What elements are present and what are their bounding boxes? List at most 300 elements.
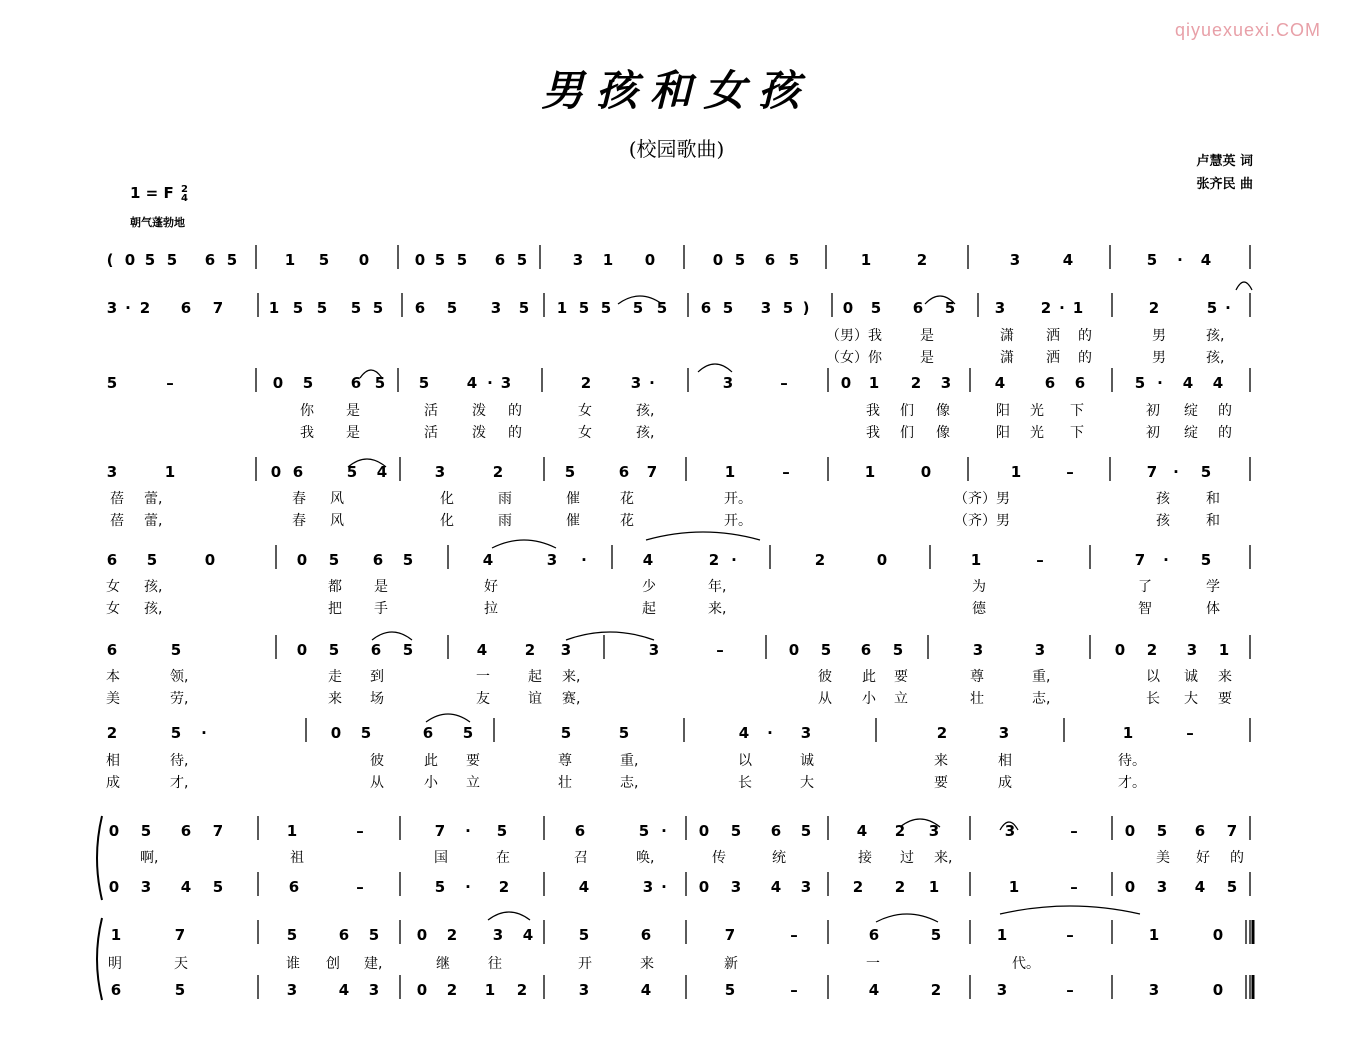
score-note: 0 [698,878,710,896]
lyric-syllable: 孩, [144,579,163,595]
score-note: 5 [174,981,186,999]
score-note: 4 [476,641,488,659]
score-note: 3 [994,299,1006,317]
lyric-syllable: 长 [1146,691,1160,707]
lyric-syllable: 来 [1218,669,1232,685]
score-note: · [731,551,737,569]
score-note: 6 [106,551,118,569]
score-note: 3 [106,299,118,317]
lyric-syllable: 到 [370,669,384,685]
lyric-syllable: 国 [434,850,448,866]
score-note: 5 [564,463,576,481]
lyric-syllable: 蓓 [110,491,124,507]
lyric-syllable: 成 [998,775,1012,791]
lyric-syllable: 春 [292,491,306,507]
score-note: 4 [1200,251,1212,269]
score-note: 0 [204,551,216,569]
score-note: 3 [722,374,734,392]
score-note: · [661,822,667,840]
score-note: – [166,374,174,392]
score-note: – [782,463,790,481]
score-note: 6 [180,299,192,317]
score-note: 3 [730,878,742,896]
score-note: 2 [498,878,510,896]
score-note: 7 [174,926,186,944]
lyric-syllable: 代。 [1012,956,1040,972]
lyric-syllable: 重, [1032,669,1051,685]
score-note: 5 [286,926,298,944]
score-note: 2 [580,374,592,392]
score-note: 2 [492,463,504,481]
lyric-syllable: 花 [620,491,634,507]
score-note: 2 [446,926,458,944]
score-note: 5 [434,251,446,269]
lyric-syllable: 我 [300,425,314,441]
lyric-syllable: 洒 [1046,350,1060,366]
score-note: 3 [1004,822,1016,840]
score-note: 5 [166,251,178,269]
lyric-syllable: 初 [1146,425,1160,441]
time-bottom: 4 [180,192,188,204]
score-note: 6 [860,641,872,659]
score-note: 2 [916,251,928,269]
score-note: 6 [350,374,362,392]
score-note: 4 [522,926,534,944]
lyric-syllable: 潇 [1000,350,1014,366]
lyric-syllable: 女 [578,425,592,441]
lyric-syllable: 一 [866,956,880,972]
lyric-syllable: 传 [712,850,726,866]
lyric-syllable: 要 [1218,691,1232,707]
lyric-syllable: 是 [920,350,934,366]
lyric-syllable: 德 [972,601,986,617]
lyric-syllable: 女 [578,403,592,419]
lyric-syllable: 立 [894,691,908,707]
lyric-syllable: 待, [170,753,189,769]
lyric-syllable: 小 [424,775,438,791]
lyric-syllable: 春 [292,513,306,529]
score-note: 6 [868,926,880,944]
lyric-syllable: 催 [566,491,580,507]
lyric-syllable: 来 [328,691,342,707]
score-note: 2 [446,981,458,999]
lyric-syllable: 祖 [290,850,304,866]
lyric-syllable: 彼 [818,669,832,685]
score-note: 5 [106,374,118,392]
score-note: 1 [868,374,880,392]
lyric-syllable: 以 [1146,669,1160,685]
score-note: 6 [770,822,782,840]
score-note: 1 [864,463,876,481]
score-note: · [465,878,471,896]
lyric-syllable: 绽 [1184,425,1198,441]
lyric-syllable: 孩, [1206,328,1225,344]
score-note: · [649,374,655,392]
lyric-syllable: 是 [346,425,360,441]
slur-arc [426,714,470,722]
score-note: 1 [110,926,122,944]
score-note: · [1059,299,1065,317]
score-note: 5 [316,299,328,317]
score-note: 0 [124,251,136,269]
score-note: 0 [1114,641,1126,659]
lyric-syllable: 要 [894,669,908,685]
lyric-syllable: 的 [1078,350,1092,366]
lyric-syllable: 阳 [996,425,1010,441]
lyric-syllable: 的 [508,425,522,441]
score-note: 6 [574,822,586,840]
slur-arc [698,364,732,372]
score-note: 5 [456,251,468,269]
score-note: 2 [852,878,864,896]
score-note: 5 [632,299,644,317]
slur-arc [1000,906,1140,914]
lyric-syllable: 新 [724,956,738,972]
score-note: 0 [272,374,284,392]
lyric-syllable: 风 [330,491,344,507]
score-note: 5 [578,926,590,944]
lyric-syllable: 谁 [286,956,300,972]
score-note: 6 [1194,822,1206,840]
score-note: 6 [1074,374,1086,392]
score-note: · [125,299,131,317]
score-note: 4 [640,981,652,999]
score-note: · [1173,463,1179,481]
score-note: 5 [892,641,904,659]
score-note: 5 [944,299,956,317]
lyric-syllable: 风 [330,513,344,529]
lyric-syllable: 继 [436,956,450,972]
lyric-syllable: 光 [1030,403,1044,419]
lyric-syllable: 智 [1138,601,1152,617]
lyric-syllable: 和 [1206,491,1220,507]
slur-arc [1236,282,1252,290]
lyric-syllable: 本 [106,669,120,685]
lyric-syllable: 的 [508,403,522,419]
score-note: 3 [572,251,584,269]
score-note: 0 [840,374,852,392]
lyric-syllable: 壮 [970,691,984,707]
score-note: 2 [1146,641,1158,659]
score-note: · [1163,551,1169,569]
lyric-syllable: 了 [1138,579,1152,595]
lyric-syllable: 孩 [1156,513,1170,529]
score-note: 6 [912,299,924,317]
score-note: 5 [462,724,474,742]
lyric-syllable: 阳 [996,403,1010,419]
score-note: 6 [1044,374,1056,392]
lyric-syllable: 是 [920,328,934,344]
lyric-syllable: 初 [1146,403,1160,419]
score-note: 1 [1010,463,1022,481]
score-note: 2 [894,878,906,896]
lyric-syllable: 场 [370,691,384,707]
lyric-syllable: 拉 [484,601,498,617]
lyric-syllable: 往 [488,956,502,972]
score-note: 0 [330,724,342,742]
lyric-syllable: 美 [1156,850,1170,866]
score-note: 3 [140,878,152,896]
lyric-syllable: 一 [476,669,490,685]
score-note: · [767,724,773,742]
lyric-syllable: 起 [528,669,542,685]
score-note: · [1177,251,1183,269]
score-note: 0 [296,641,308,659]
lyric-syllable: 开。 [724,513,752,529]
lyric-syllable: 长 [738,775,752,791]
lyric-syllable: 召 [574,850,588,866]
score-note: 7 [212,299,224,317]
score-note: 2 [930,981,942,999]
score-note: – [1070,822,1078,840]
score-note: – [356,878,364,896]
score-note: 1 [1218,641,1230,659]
score-note: 2 [708,551,720,569]
lyric-syllable: 待。 [1118,753,1146,769]
score-note: 3 [368,981,380,999]
lyric-syllable: 雨 [498,491,512,507]
score-note: 3 [998,724,1010,742]
lyric-syllable: 活 [424,425,438,441]
lyric-syllable: 们 [900,403,914,419]
lyric-syllable: 友 [476,691,490,707]
score-note: 6 [292,463,304,481]
lyric-syllable: 的 [1230,850,1244,866]
score-note: 1 [860,251,872,269]
score-note: 5 [730,822,742,840]
lyric-syllable: 天 [174,956,188,972]
lyric-syllable: 绽 [1184,403,1198,419]
score-note: 0 [788,641,800,659]
score-note: 5 [788,251,800,269]
lyric-syllable: 来, [562,669,581,685]
score-note: 6 [180,822,192,840]
score-note: 1 [484,981,496,999]
score-note: 5 [226,251,238,269]
lyric-syllable: 相 [998,753,1012,769]
score-note: 3 [940,374,952,392]
score-note: 0 [698,822,710,840]
lyric-syllable: 建, [364,956,383,972]
score-note: 3 [642,878,654,896]
score-note: 4 [1182,374,1194,392]
score-note: 0 [270,463,282,481]
score-note: 2 [936,724,948,742]
score-note: 5 [1134,374,1146,392]
score-note: 5 [600,299,612,317]
score-note: 7 [1134,551,1146,569]
lyric-syllable: 唤, [636,850,655,866]
lyric-syllable: 男 [1152,328,1166,344]
lyric-syllable: 像 [936,403,950,419]
lyric-syllable: 要 [466,753,480,769]
slur-arc [646,532,760,540]
lyric-syllable: 是 [374,579,388,595]
system-bracket [97,918,102,1000]
score-note: 2 [516,981,528,999]
score-note: 6 [618,463,630,481]
lyric-syllable: 尊 [970,669,984,685]
lyric-syllable: 孩 [1156,491,1170,507]
lyric-syllable: 走 [328,669,342,685]
lyric-syllable: 起 [642,601,656,617]
score-note: – [780,374,788,392]
lyric-syllable: 小 [862,691,876,707]
score-note: 0 [296,551,308,569]
score-note: ( [106,251,114,269]
score-note: · [487,374,493,392]
lyric-syllable: 光 [1030,425,1044,441]
score-note: 5 [346,463,358,481]
lyric-syllable: 尊 [558,753,572,769]
tempo-marking: 朝气蓬勃地 [130,216,185,229]
score-note: · [1225,299,1231,317]
lyric-syllable: 蓓 [110,513,124,529]
score-note: 3 [434,463,446,481]
lyric-syllable: 诚 [800,753,814,769]
lyric-syllable: 要 [934,775,948,791]
score-note: 5 [724,981,736,999]
score-note: 5 [1156,822,1168,840]
lyric-syllable: 孩, [144,601,163,617]
score-note: 4 [338,981,350,999]
score-note: 6 [372,551,384,569]
score-note: 0 [1124,878,1136,896]
lyric-syllable: 壮 [558,775,572,791]
lyric-syllable: 好 [484,579,498,595]
score-note: 6 [414,299,426,317]
score-note: 5 [722,299,734,317]
lyric-syllable: 立 [466,775,480,791]
score-note: 5 [328,551,340,569]
lyric-syllable: 学 [1206,579,1220,595]
lyric-syllable: 开 [578,956,592,972]
score-note: 1 [286,822,298,840]
score-note: 5 [734,251,746,269]
score-note: 4 [642,551,654,569]
score-note: 5 [1206,299,1218,317]
site-watermark: qiyuexuexi.COM [1174,20,1321,40]
score-note: 4 [482,551,494,569]
score-note: 5 [1226,878,1238,896]
score-note: 3 [800,878,812,896]
score-note: 5 [350,299,362,317]
score-note: ) [802,299,810,317]
score-note: · [1157,374,1163,392]
score-note: 7 [1226,822,1238,840]
score-note: – [1066,463,1074,481]
score-note: 3 [286,981,298,999]
score-note: 7 [724,926,736,944]
score-note: – [1186,724,1194,742]
lyric-syllable: 来, [934,850,953,866]
lyric-syllable: 赛, [562,691,581,707]
score-note: 6 [422,724,434,742]
lyric-syllable: 花 [620,513,634,529]
lyric-syllable: 都 [328,579,342,595]
score-note: 1 [1072,299,1084,317]
score-note: 3 [1034,641,1046,659]
score-note: 5 [360,724,372,742]
score-note: 6 [640,926,652,944]
slur-arc [488,912,530,920]
lyric-syllable: 大 [800,775,814,791]
score-note: 5 [446,299,458,317]
score-note: · [201,724,207,742]
lyric-syllable: 成 [106,775,120,791]
lyric-syllable: 彼 [370,753,384,769]
score-note: 2 [814,551,826,569]
score-note: 5 [618,724,630,742]
score-note: 2 [1040,299,1052,317]
score-note: – [356,822,364,840]
score-note: 5 [170,641,182,659]
lyric-syllable: （男）我 [826,328,882,344]
score-note: 3 [800,724,812,742]
score-note: 5 [368,926,380,944]
score-note: 1 [284,251,296,269]
score-note: 3 [578,981,590,999]
lyric-syllable: 啊, [140,850,159,866]
lyric-syllable: 好 [1196,850,1210,866]
score-note: – [790,926,798,944]
score-note: 5 [374,374,386,392]
lyric-syllable: 来 [640,956,654,972]
score-note: 4 [770,878,782,896]
score-note: 2 [910,374,922,392]
lyric-syllable: （女）你 [826,350,882,366]
lyric-syllable: 我 [866,425,880,441]
lyric-syllable: 才。 [1118,775,1146,791]
score-note: 3 [972,641,984,659]
system-bracket [97,816,102,900]
lyric-syllable: 少 [642,579,656,595]
score-note: 0 [416,926,428,944]
lyric-syllable: 重, [620,753,639,769]
score-note: 4 [738,724,750,742]
score-note: 5 [656,299,668,317]
score-note: 7 [1146,463,1158,481]
score-note: 5 [1200,551,1212,569]
score-note: 1 [970,551,982,569]
score-note: 6 [110,981,122,999]
score-note: 4 [180,878,192,896]
score-note: 5 [292,299,304,317]
score-note: 2 [139,299,151,317]
score-note: 0 [414,251,426,269]
lyricist-credit: 卢慧英 词 [1196,154,1253,169]
score-note: 5 [372,299,384,317]
lyric-syllable: 把 [328,601,342,617]
score-note: 5 [170,724,182,742]
score-note: 3 [648,641,660,659]
lyric-syllable: 的 [1078,328,1092,344]
lyric-syllable: 为 [972,579,986,595]
lyric-syllable: 谊 [528,691,542,707]
lyric-syllable: 是 [346,403,360,419]
lyric-syllable: 领, [170,669,189,685]
score-note: 5 [140,822,152,840]
score-note: 5 [820,641,832,659]
lyric-syllable: 诚 [1184,669,1198,685]
score-note: 6 [370,641,382,659]
score-note: 0 [1212,981,1224,999]
lyric-syllable: 女 [106,579,120,595]
lyric-syllable: 们 [900,425,914,441]
score-note: – [1066,981,1074,999]
score-note: 5 [402,551,414,569]
lyric-syllable: 年, [708,579,727,595]
